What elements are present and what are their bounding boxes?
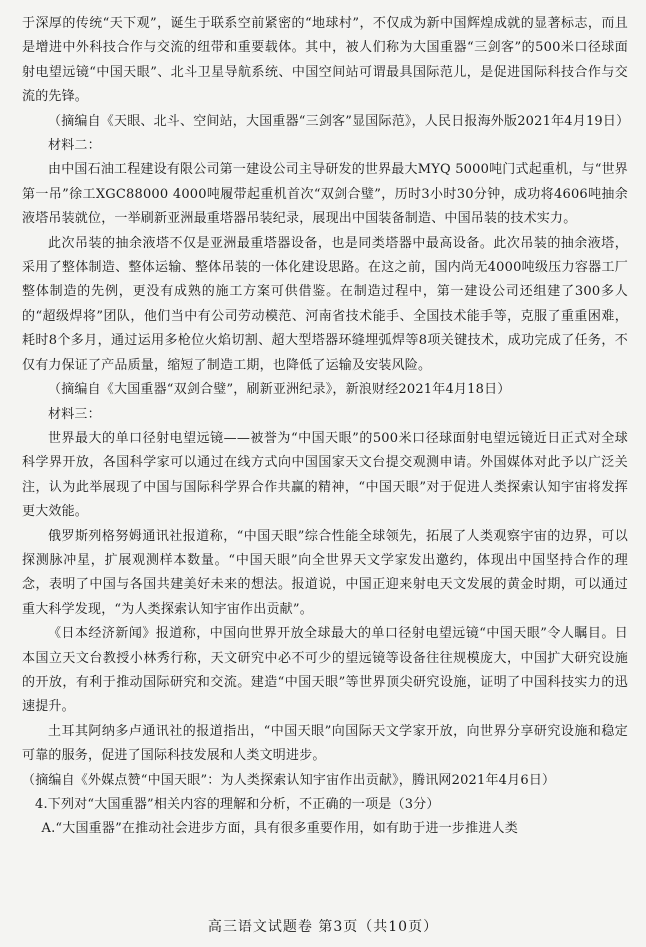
question-4: 4.下列对“大国重器”相关内容的理解和分析，不正确的一项是（3分） — [35, 797, 440, 812]
material2-heading: 材料二： — [48, 138, 101, 154]
material3-paragraph-4: 土耳其阿纳多卢通讯社的报道指出，“中国天眼”向国际天文学家开放，向世界分享研究设施和稳定可靠的服务，促进了国际科技发展和人类文明进步。 — [22, 723, 628, 764]
material1-tail: 于深厚的传统“天下观”，诞生于联系空前紧密的“地球村”，不仅成为新中国辉煌成就的显著标志，而且是增进中外科技合作与交流的纽带和重要载体。其中，被人们称为大国重器“三剑客”的500米口径球面射电望远镜“中国天眼”、北斗卫星导航系统、中国空间站可谓最具国际范儿，是促进国际科技合作与交流的先锋。 — [22, 16, 628, 105]
material1-source: （摘编自《天眼、北斗、空间站，大国重器“三剑客”显国际范》，人民日报海外版2021年4月19日） — [48, 113, 630, 129]
material3-paragraph-2: 俄罗斯列格努姆通讯社报道称，“中国天眼”综合性能全球领先，拓展了人类观察宇宙的边界，可以探测脉冲星，扩展观测样本数量。“中国天眼”向全世界天文学家发出邀约，体现出中国坚持合作的理念，表明了中国与各国共建美好未来的想法。报道说，中国正迎来射电天文发展的黄金时期，可以通过重大科学发现，“为人类探索认知宇宙作出贡献”。 — [22, 528, 628, 617]
question-4-option-a: A.“大国重器”在推动社会进步方面，具有很多重要作用，如有助于进一步推进人类 — [41, 821, 518, 837]
material3-source: （摘编自《外媒点赞“中国天眼”：为人类探索认知宇宙作出贡献》，腾讯网2021年4月6日） — [22, 772, 556, 788]
material2-source: （摘编自《大国重器“双剑合璧”，刷新亚洲纪录》，新浪财经2021年4月18日） — [48, 382, 511, 398]
material2-paragraph-2: 此次吊装的抽余液塔不仅是亚洲最重塔器设备，也是同类塔器中最高设备。此次吊装的抽余液塔，采用了整体制造、整体运输、整体吊装的一体化建设思路。在这之前，国内尚无4000吨级压力容器工厂整体制造的先例，更没有成熟的施工方案可供借鉴。在制造过程中，第一建设公司还组建了300多人的“超级焊将”团队，他们当中有公司劳动模范、河南省技术能手、全国技术能手等，克服了重重困难，耗时8个多月，通过运用多枪位火焰切割、超大型塔器环缝埋弧焊等8项关键技术，成功完成了任务，不仅有力保证了产品质量，缩短了制造工期，也降低了运输及安装风险。 — [22, 235, 628, 373]
material2-paragraph-1: 由中国石油工程建设有限公司第一建设公司主导研发的世界最大MYQ 5000吨门式起重机，与“世界第一吊”徐工XGC88000 4000吨履带起重机首次“双剑合璧”，历时3小时30分钟，成功将4606吨抽余液塔吊装就位，一举刷新亚洲最重塔器吊装纪录，展现出中国装备制造、中国吊装的技术实力。 — [22, 162, 628, 227]
material3-paragraph-1: 世界最大的单口径射电望远镜——被誉为“中国天眼”的500米口径球面射电望远镜近日正式对全球科学界开放，各国科学家可以通过在线方式向中国国家天文台提交观测申请。外国媒体对此予以广泛关注，认为此举展现了中国与国际科学界合作共赢的精神，“中国天眼”对于促进人类探索认知宇宙将发挥更大效能。 — [22, 430, 628, 520]
material3-paragraph-3: 《日本经济新闻》报道称，中国向世界开放全球最大的单口径射电望远镜“中国天眼”令人瞩目。日本国立天文台教授小林秀行称，天文研究中必不可少的望远镜等设备往往规模庞大，中国扩大研究设施的开放，有利于推动国际研究和交流。建造“中国天眼”等世界顶尖研究设施，证明了中国科技实力的迅速提升。 — [22, 626, 628, 715]
page-footer: 高三语文试题卷 第3页（共10页） — [207, 918, 439, 935]
material3-heading: 材料三： — [48, 406, 101, 422]
